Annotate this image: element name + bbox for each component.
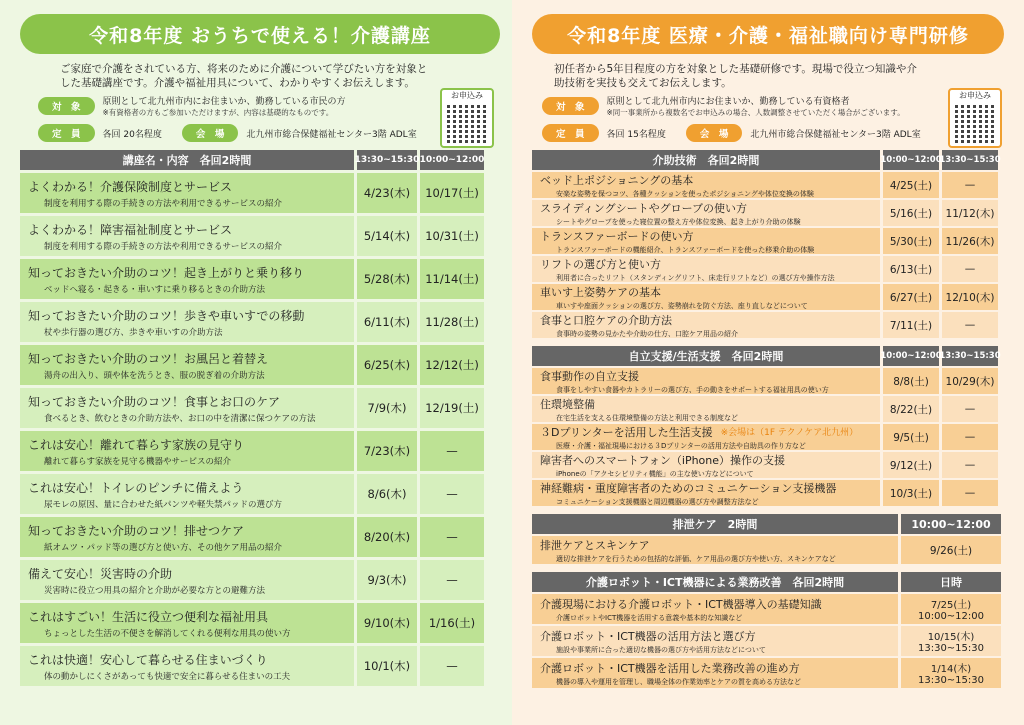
course-name-cell — [20, 345, 354, 385]
date-cell-2: — — [942, 396, 998, 422]
left-table-row — [20, 474, 500, 514]
course-summary: 医療・介護・福祉現場における３Dプリンターの活用方法や自助具の作り方など — [556, 441, 806, 450]
course-name-cell — [532, 256, 880, 282]
date-cell-1: 9/5(土) — [883, 424, 939, 450]
course-name-cell — [20, 603, 354, 643]
right-sec3-header-cell: 10:00~12:00 — [901, 514, 1001, 534]
course-summary: ちょっとした生活の不便さを解消してくれる便利な用具の使い方 — [44, 628, 291, 639]
course-summary: 利用者に合ったリフト（スタンディングリフト、床走行リフトなど）の選び方や操作方法 — [556, 273, 835, 282]
right-table-row — [532, 228, 1004, 254]
course-summary: 制度を利用する際の手続きの方法や利用できるサービスの紹介 — [44, 241, 283, 252]
course-title: 障害者へのスマートフォン（iPhone）操作の支援 — [540, 453, 786, 467]
right-venue-label: 会 場 — [686, 124, 743, 142]
course-title: 知っておきたい介助のコツ！食事とお口のケア — [28, 394, 281, 409]
course-title: 車いす上姿勢ケアの基本 — [540, 285, 661, 299]
date-cell-2: 10/29(木) — [942, 368, 998, 394]
left-capacity-text: 各回 20名程度 — [102, 129, 162, 140]
date-cell-2: 10/31(土) — [420, 216, 484, 256]
right-table-row — [532, 172, 1004, 198]
date-time-cell — [901, 594, 1001, 624]
date-cell-2: — — [420, 560, 484, 600]
right-sec4-header-cell: 介護ロボット・ICT機器による業務改善 各回2時間 — [532, 572, 898, 592]
course-summary: 車いすや座面クッションの選び方、姿勢崩れを防ぐ方法、座り直しなどについて — [556, 301, 808, 310]
left-table-header — [20, 150, 500, 170]
course-summary: 在宅生活を支える住環境整備の方法と利用できる制度など — [556, 413, 738, 422]
right-sec1-header-cell: 10:00~12:00 — [883, 150, 939, 170]
date-text: 10/15(木) — [927, 632, 975, 643]
course-name-cell — [532, 228, 880, 254]
date-cell-1: 4/23(木) — [357, 173, 417, 213]
right-target-text: 原則として北九州市内にお住まいか、勤務している有資格者 — [606, 97, 850, 107]
date-cell-1: 8/6(木) — [357, 474, 417, 514]
course-summary: コミュニケーション支援機器と周辺機器の選び方や調整方法など — [556, 497, 759, 506]
course-title: 知っておきたい介助のコツ！排せつケア — [28, 523, 245, 538]
right-sec1-header-cell: 13:30~15:30 — [942, 150, 998, 170]
course-summary: 食べるとき、飲むときの介助方法や、お口の中を清潔に保つケアの方法 — [44, 413, 316, 424]
course-name-cell — [532, 396, 880, 422]
date-cell-1: 5/14(木) — [357, 216, 417, 256]
course-title: これは安心！離れて暮らす家族の見守り — [28, 437, 245, 452]
date-cell-1: 6/11(木) — [357, 302, 417, 342]
right-sec3-header-cell: 排泄ケア 2時間 — [532, 514, 898, 534]
course-name-cell — [20, 560, 354, 600]
course-title: 介護ロボット・ICT機器を活用した業務改善の進め方 — [540, 661, 800, 675]
course-title: 知っておきたい介助のコツ！起き上がりと乗り移り — [28, 265, 305, 280]
right-qr-code[interactable] — [948, 88, 1002, 148]
course-summary: iPhoneの「アクセシビリティ機能」の主な使い方などについて — [556, 469, 754, 478]
right-target-note: ※同一事業所から複数名でお申込みの場合、人数調整させていただく場合がございます。 — [606, 108, 905, 117]
venue-note: ※会場は（1F テクノケア北九州） — [720, 428, 859, 438]
course-title: 備えて安心！災害時の介助 — [28, 566, 173, 581]
course-title: トランスファーボードの使い方 — [540, 229, 694, 243]
left-table-row — [20, 302, 500, 342]
date-cell-1: 9/3(木) — [357, 560, 417, 600]
course-name-cell — [532, 536, 898, 564]
left-table-row — [20, 173, 500, 213]
course-name-cell — [20, 474, 354, 514]
date-cell-2: 11/14(土) — [420, 259, 484, 299]
date-cell-1: 9/10(木) — [357, 603, 417, 643]
date-cell-1: 7/23(木) — [357, 431, 417, 471]
date-time-cell — [901, 658, 1001, 688]
right-capacity-label: 定 員 — [542, 124, 599, 142]
date-cell-2: 11/12(木) — [942, 200, 998, 226]
date-cell-2: — — [420, 474, 484, 514]
course-summary: 災害時に役立つ用具の紹介と介助が必要な方との避難方法 — [44, 585, 266, 596]
course-name-cell — [20, 388, 354, 428]
course-summary: 杖や歩行器の選び方、歩きや車いすの介助方法 — [44, 327, 223, 338]
right-sec2-header — [532, 346, 1004, 366]
course-title: よくわかる！介護保険制度とサービス — [28, 179, 233, 194]
course-title: 食事動作の自立支援 — [540, 369, 639, 383]
right-qr-label: お申込み — [959, 91, 991, 100]
course-summary: 湯舟の出入り、頭や体を洗うとき、服の脱ぎ着の介助方法 — [44, 370, 265, 381]
left-qr-label: お申込み — [451, 91, 483, 100]
course-title: 食事と口腔ケアの介助方法 — [540, 313, 672, 327]
course-name-cell — [532, 658, 898, 688]
right-table-row — [532, 658, 1004, 688]
left-table-row — [20, 646, 500, 686]
course-summary: 離れて暮らす家族を見守る機器やサービスの紹介 — [44, 456, 232, 467]
right-table-row — [532, 424, 1004, 450]
left-capacity-label: 定 員 — [38, 124, 95, 142]
right-sec2-header-cell: 13:30~15:30 — [942, 346, 998, 366]
course-name-cell — [20, 173, 354, 213]
course-title: ベッド上ポジショニングの基本 — [540, 173, 694, 187]
left-table-row — [20, 259, 500, 299]
course-title: これは安心！トイレのピンチに備えよう — [28, 480, 244, 495]
course-summary: 体の動かしにくさがあっても快適で安全に暮らせる住まいの工夫 — [44, 671, 291, 682]
date-cell-1: 7/9(木) — [357, 388, 417, 428]
date-cell-1: 8/8(土) — [883, 368, 939, 394]
course-name-cell — [532, 594, 898, 624]
course-name-cell — [532, 424, 880, 450]
right-sec2-header-cell: 10:00~12:00 — [883, 346, 939, 366]
right-sec1-header-cell: 介助技術 各回2時間 — [532, 150, 880, 170]
left-table-row — [20, 560, 500, 600]
date-cell-1: 10/1(木) — [357, 646, 417, 686]
left-table-row — [20, 431, 500, 471]
date-cell-2: 12/12(土) — [420, 345, 484, 385]
right-panel — [512, 0, 1024, 725]
course-name-cell — [532, 172, 880, 198]
date-cell-2: — — [942, 312, 998, 338]
left-table-row — [20, 388, 500, 428]
date-cell-2: 12/19(土) — [420, 388, 484, 428]
qr-code-icon — [447, 103, 487, 143]
course-name-cell — [532, 626, 898, 656]
course-title: 介護現場における介護ロボット・ICT機器導入の基礎知識 — [540, 597, 822, 611]
course-summary: 安楽な姿勢を保つコツ、各種クッションを使ったポジショニングや体位変換の体験 — [556, 189, 814, 198]
left-target-label: 対 象 — [38, 97, 95, 115]
course-summary: シートやグローブを使った寝位置の整え方や体位変換、起き上がり介助の体験 — [556, 217, 801, 226]
date-cell-1: 5/28(木) — [357, 259, 417, 299]
right-table-row — [532, 368, 1004, 394]
date-cell-2: — — [420, 431, 484, 471]
course-summary: 機器の導入や運用を管理し、職場全体の作業効率とケアの質を高める方法など — [556, 677, 801, 686]
right-table-row — [532, 396, 1004, 422]
right-table-row — [532, 312, 1004, 338]
course-name-cell — [20, 302, 354, 342]
date-cell-2: — — [942, 480, 998, 506]
time-text: 13:30~15:30 — [917, 643, 984, 654]
course-name-cell — [20, 517, 354, 557]
right-sec1-header — [532, 150, 1004, 170]
date-cell-2: — — [420, 517, 484, 557]
date-cell-1: 9/12(土) — [883, 452, 939, 478]
course-summary: トランスファーボードの機能紹介、トランスファーボードを使った移乗介助の体験 — [556, 245, 815, 254]
right-table-row — [532, 284, 1004, 310]
course-title-row — [540, 424, 858, 440]
course-title: 排泄ケアとスキンケア — [540, 538, 650, 552]
date-cell-1: 6/25(木) — [357, 345, 417, 385]
course-summary: 食事時の姿勢の見かたや介助の仕方、口腔ケア用品の紹介 — [556, 329, 738, 338]
date-cell-1: 7/11(土) — [883, 312, 939, 338]
right-table-row — [532, 200, 1004, 226]
right-table-row — [532, 536, 1004, 564]
right-sec4-header-cell: 日時 — [901, 572, 1001, 592]
course-title: よくわかる！障害福祉制度とサービス — [28, 222, 233, 237]
course-name-cell — [20, 646, 354, 686]
right-table-row — [532, 256, 1004, 282]
course-title: ３Dプリンターを活用した生活支援 — [540, 425, 713, 439]
right-sec3-header — [532, 514, 1004, 534]
right-title: 令和8年度 医療・介護・福祉職向け専門研修 — [532, 14, 1004, 54]
course-summary: 適切な排泄ケアを行うための包括的な評価、ケア用品の選び方や使い方、スキンケアなど — [556, 554, 836, 563]
date-cell-1: 6/27(土) — [883, 284, 939, 310]
date-cell-1: 5/30(土) — [883, 228, 939, 254]
right-table-row — [532, 626, 1004, 656]
left-table-row — [20, 603, 500, 643]
left-target-text: 原則として北九州市内にお住まいか、勤務している市民の方 — [102, 97, 346, 107]
right-venue-text: 北九州市総合保健福祉センター3階 ADL室 — [750, 129, 921, 140]
date-cell-1: 8/20(木) — [357, 517, 417, 557]
course-summary: 制度を利用する際の手続きの方法や利用できるサービスの紹介 — [44, 198, 283, 209]
course-title: これは快適！安心して暮らせる住まいづくり — [28, 652, 268, 667]
date-cell-2: — — [942, 172, 998, 198]
date-cell-2: — — [420, 646, 484, 686]
left-venue-text: 北九州市総合保健福祉センター3階 ADL室 — [246, 129, 417, 140]
course-name-cell — [532, 284, 880, 310]
date-cell-2: 1/16(土) — [420, 603, 484, 643]
course-summary: ベッドへ寝る・起きる・車いすに乗り移るときの介助方法 — [44, 284, 266, 295]
course-name-cell — [20, 259, 354, 299]
course-summary: 紙オムツ・パッド等の選び方と使い方、その他ケア用品の紹介 — [44, 542, 283, 553]
course-name-cell — [532, 368, 880, 394]
left-table-row — [20, 345, 500, 385]
left-venue-label: 会 場 — [182, 124, 239, 142]
course-name-cell — [532, 480, 880, 506]
course-name-cell — [532, 312, 880, 338]
left-header-time2: 10:00~12:00 — [420, 150, 484, 170]
date-cell-2: — — [942, 424, 998, 450]
course-name-cell — [20, 216, 354, 256]
right-table-row — [532, 480, 1004, 506]
right-table-row — [532, 452, 1004, 478]
right-sec4-header — [532, 572, 1004, 592]
course-title: 知っておきたい介助のコツ！お風呂と着替え — [28, 351, 269, 366]
date-text: 1/14(木) — [930, 664, 972, 675]
date-text: 7/25(土) — [930, 600, 972, 611]
course-title: スライディングシートやグローブの使い方 — [540, 201, 748, 215]
date-cell-2: — — [942, 256, 998, 282]
right-intro: 初任者から5年目程度の方を対象とした基礎研修です。現場で役立つ知識や介助技術を実技も交えてお伝えします。 — [554, 63, 917, 89]
course-summary: 食事をしやすい食器やカトラリーの選び方、手の動きをサポートする福祉用具の使い方 — [556, 385, 829, 394]
course-summary: 介護ロボットやICT機器を活用する意義や基本的な知識など — [556, 613, 743, 622]
left-title: 令和8年度 おうちで使える！介護講座 — [20, 14, 500, 54]
date-cell-2: 11/26(木) — [942, 228, 998, 254]
date-cell-1: 8/22(土) — [883, 396, 939, 422]
date-cell-1: 10/3(土) — [883, 480, 939, 506]
right-table-row — [532, 594, 1004, 624]
date-cell-2: 11/28(土) — [420, 302, 484, 342]
date-cell-1: 9/26(土) — [901, 536, 1001, 564]
left-table-row — [20, 517, 500, 557]
course-title: 知っておきたい介助のコツ！歩きや車いすでの移動 — [28, 308, 305, 323]
right-target-label: 対 象 — [542, 97, 599, 115]
date-cell-2: 10/17(土) — [420, 173, 484, 213]
qr-code-icon — [955, 103, 995, 143]
left-table-row — [20, 216, 500, 256]
left-target-note: ※有資格者の方もご参加いただけますが、内容は基礎的なものです。 — [102, 108, 334, 117]
course-name-cell — [532, 452, 880, 478]
course-name-cell — [532, 200, 880, 226]
left-intro: ご家庭で介護をされている方、将来のために介護について学びたい方を対象とした基礎講座です。介護や福祉用具について、わかりやすくお伝えします。 — [60, 63, 428, 89]
course-title: これはすごい！生活に役立つ便利な福祉用具 — [28, 609, 269, 624]
date-cell-2: — — [942, 452, 998, 478]
time-text: 13:30~15:30 — [917, 675, 984, 686]
course-title: 住環境整備 — [540, 397, 595, 411]
course-title: リフトの選び方と使い方 — [540, 257, 661, 271]
right-capacity-text: 各回 15名程度 — [606, 129, 666, 140]
course-title: 神経難病・重度障害者のためのコミュニケーション支援機器 — [540, 481, 837, 495]
course-summary: 施設や事業所に合った適切な機器の選び方や活用方法などについて — [556, 645, 766, 654]
date-time-cell — [901, 626, 1001, 656]
right-sec2-header-cell: 自立支援/生活支援 各回2時間 — [532, 346, 880, 366]
date-cell-1: 4/25(土) — [883, 172, 939, 198]
course-title: 介護ロボット・ICT機器の活用方法と選び方 — [540, 629, 756, 643]
left-qr-code[interactable] — [440, 88, 494, 148]
course-summary: 尿モレの原因、量に合わせた紙パンツや軽失禁パッドの選び方 — [44, 499, 283, 510]
time-text: 10:00~12:00 — [917, 611, 984, 622]
date-cell-1: 5/16(土) — [883, 200, 939, 226]
course-name-cell — [20, 431, 354, 471]
date-cell-1: 6/13(土) — [883, 256, 939, 282]
left-header-course: 講座名・内容 各回2時間 — [20, 150, 354, 170]
left-header-time1: 13:30~15:30 — [357, 150, 417, 170]
date-cell-2: 12/10(木) — [942, 284, 998, 310]
